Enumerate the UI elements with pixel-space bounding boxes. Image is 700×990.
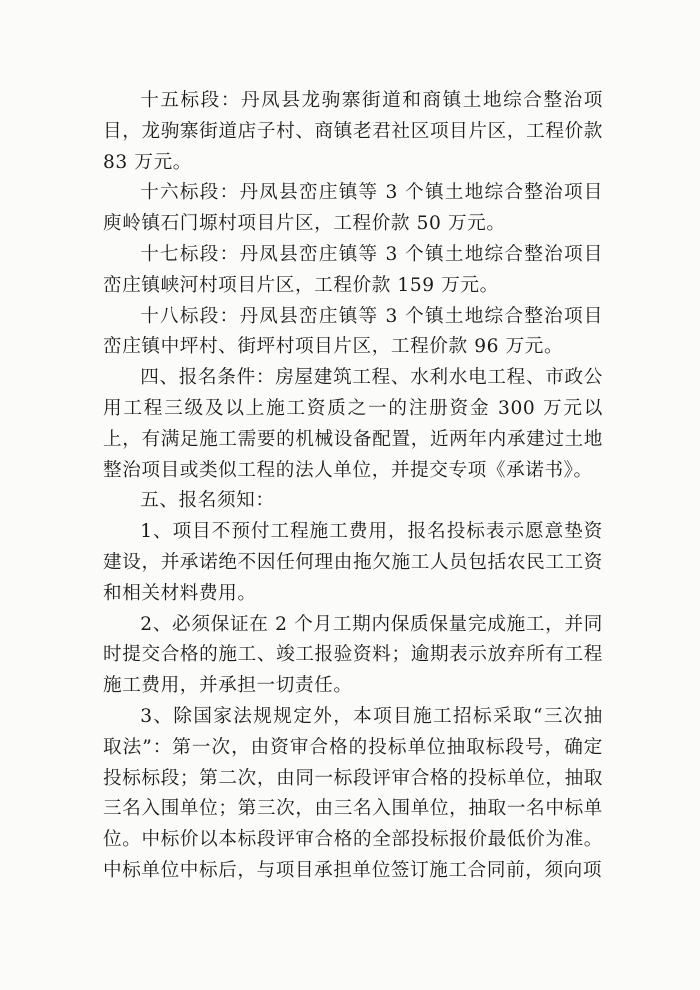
document-body <box>103 86 603 887</box>
heading-registration-notes: 五、报名须知： <box>140 490 275 512</box>
paragraph-section-16: 十六标段：丹凤县峦庄镇等 3 个镇土地综合整治项目庾岭镇石门塬村项目片区，工程价款 50 万元。 <box>103 182 603 235</box>
paragraph-note-1: 1、项目不预付工程施工费用，报名投标表示愿意垫资建设，并承诺绝不因任何理由拖欠施工人员包括农民工工资和相关材料费用。 <box>103 521 603 604</box>
paragraph-registration-conditions: 四、报名条件：房屋建筑工程、水利水电工程、市政公用工程三级及以上施工资质之一的注册资金 300 万元以上，有满足施工需要的机械设备配置，近两年内承建过土地整治项目或类似工程的法人单位，并提交专项《承诺书》。 <box>103 367 603 481</box>
paragraph-section-18: 十八标段：丹凤县峦庄镇等 3 个镇土地综合整治项目峦庄镇中坪村、街坪村项目片区，工程价款 96 万元。 <box>103 305 603 358</box>
paragraph-note-2: 2、必须保证在 2 个月工期内保质保量完成施工，并同时提交合格的施工、竣工报验资料；逾期表示放弃所有工程施工费用，并承担一切责任。 <box>103 613 603 697</box>
paragraph-section-15: 十五标段：丹凤县龙驹寨街道和商镇土地综合整治项目，龙驹寨街道店子村、商镇老君社区项目片区，工程价款 83 万元。 <box>103 90 603 173</box>
paragraph-note-3: 3、除国家法规规定外，本项目施工招标采取“三次抽取法”：第一次，由资审合格的投标单位抽取标段号，确定投标标段；第二次，由同一标段评审合格的投标单位，抽取三名入围单位；第三次，由三名入围单位，抽取一名中标单位。中标价以本标段评审合格的全部投标报价最低价为准。中标单位中标后，与项目承担单位签订施工合同前，须向项 <box>103 705 603 881</box>
paragraph-section-17: 十七标段：丹凤县峦庄镇等 3 个镇土地综合整治项目峦庄镇峡河村项目片区，工程价款 159 万元。 <box>103 243 603 296</box>
